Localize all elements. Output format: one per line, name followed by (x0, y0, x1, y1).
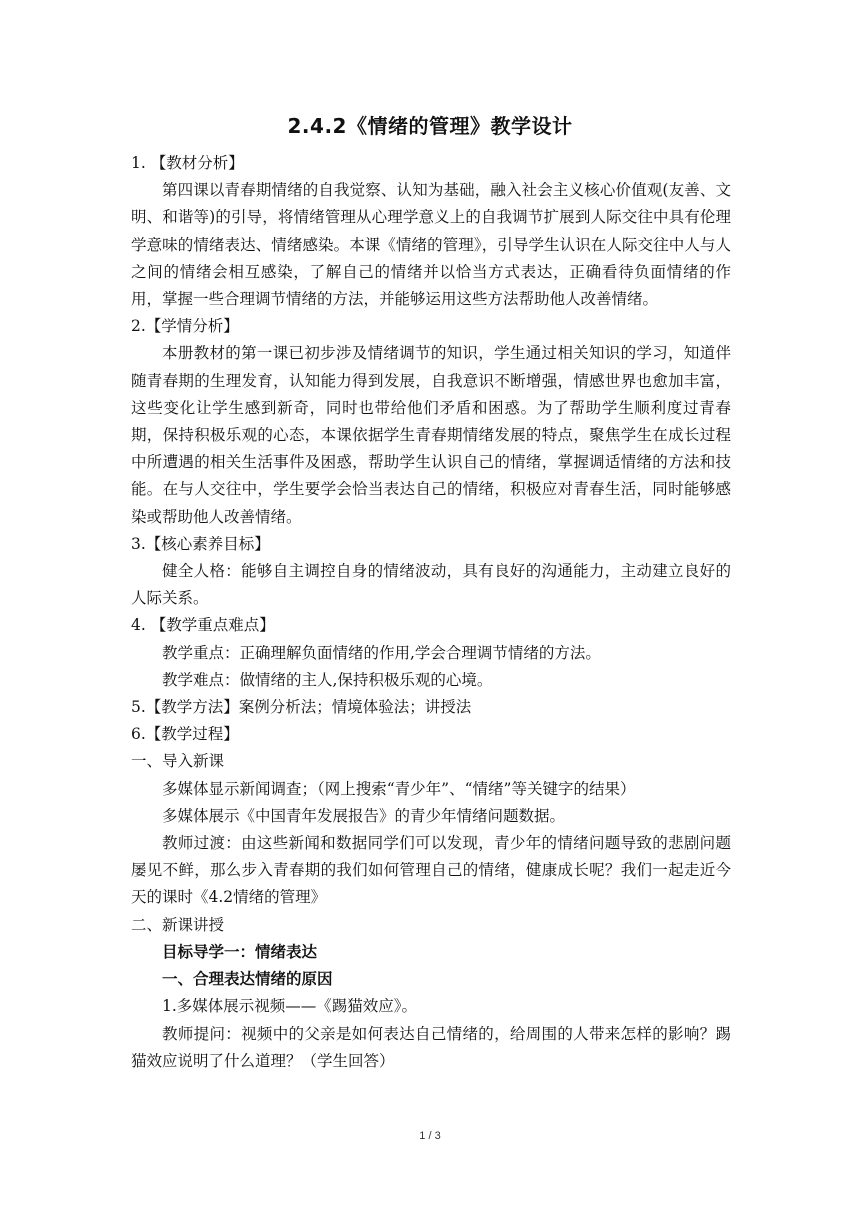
document-body (131, 150, 731, 1075)
part-heading-introduction: 一、导入新课 (131, 752, 225, 771)
paragraph-intro-line-1: 多媒体显示新闻调查；（网上搜索“青少年”、“情绪”等关键字的结果） (162, 779, 636, 798)
page-number: 1 / 3 (419, 1130, 441, 1142)
paragraph-key-point: 教学重点：正确理解负面情绪的作用,学会合理调节情绪的方法。 (162, 643, 601, 662)
paragraph-intro-line-2: 多媒体展示《中国青年发展报告》的青少年情绪问题数据。 (162, 806, 566, 825)
paragraph-teacher-question: 教师提问：视频中的父亲是如何表达自己情绪的，给周围的人带来怎样的影响？踢猫效应说明了什么道理？（学生回答） (131, 1024, 731, 1070)
part-heading-new-lesson: 二、新课讲授 (131, 915, 225, 934)
section-heading-key-points: 4. 【教学重点难点】 (131, 616, 275, 635)
section-heading-teaching-process: 6.【教学过程】 (131, 725, 239, 744)
paragraph-difficult-point: 教学难点：做情绪的主人,保持积极乐观的心境。 (162, 670, 493, 689)
section-heading-textbook-analysis: 1. 【教材分析】 (131, 154, 244, 172)
goal-heading-1: 目标导学一：情绪表达 (162, 942, 318, 961)
paragraph-core-goals: 健全人格：能够自主调控自身的情绪波动，具有良好的沟通能力，主动建立良好的人际关系。 (131, 562, 731, 608)
section-heading-student-analysis: 2.【学情分析】 (131, 317, 239, 336)
document-title: 2.4.2《情绪的管理》教学设计 (287, 114, 573, 138)
list-item-1: 1.多媒体展示视频——《踢猫效应》。 (162, 997, 418, 1016)
paragraph-student-analysis: 本册教材的第一课已初步涉及情绪调节的知识，学生通过相关知识的学习，知道伴随青春期的生理发育，认知能力得到发展，自我意识不断增强，情感世界也愈加丰富，这些变化让学生感到新奇，同时也带给他们矛盾和困惑。为了帮助学生顺利度过青春期，保持积极乐观的心态，本课依据学生青春期情绪发展的特点，聚焦学生在成长过程中所遭遇的相关生活事件及困惑，帮助学生认识自己的情绪，掌握调适情绪的方法和技能。在与人交往中，学生要学会恰当表达自己的情绪，积极应对青春生活，同时能够感染或帮助他人改善情绪。 (131, 344, 731, 526)
paragraph-textbook-analysis: 第四课以青春期情绪的自我觉察、认知为基础，融入社会主义核心价值观(友善、文明、和谐等)的引导，将情绪管理从心理学意义上的自我调节扩展到人际交往中具有伦理学意味的情绪表达、情绪感染。本课《情绪的管理》，引导学生认识在人际交往中人与人之间的情绪会相互感染，了解自己的情绪并以恰当方式表达，正确看待负面情绪的作用，掌握一些合理调节情绪的方法，并能够运用这些方法帮助他人改善情绪。 (131, 181, 731, 309)
paragraph-intro-transition: 教师过渡：由这些新闻和数据同学们可以发现，青少年的情绪问题导致的悲剧问题屡见不鲜，那么步入青春期的我们如何管理自己的情绪，健康成长呢？我们一起走近今天的课时《4.2情绪的管理》 (131, 834, 731, 907)
section-line-teaching-methods: 5.【教学方法】案例分析法；情境体验法；讲授法 (131, 698, 472, 717)
section-heading-core-goals: 3.【核心素养目标】 (131, 534, 270, 553)
sub-heading-1: 一、合理表达情绪的原因 (162, 970, 333, 989)
